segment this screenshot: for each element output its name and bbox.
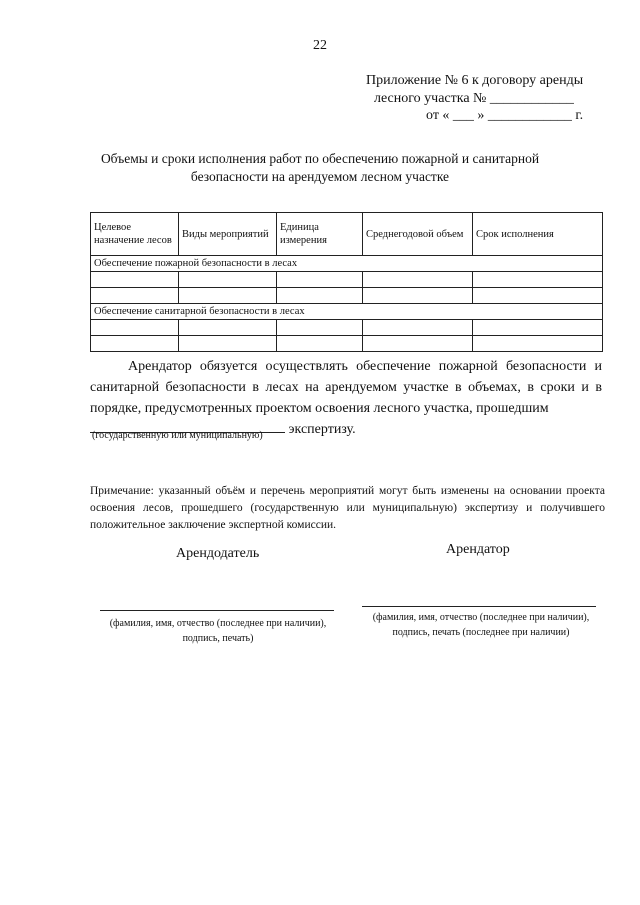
lessee-signature-line — [362, 606, 596, 607]
table-header-row — [91, 213, 603, 256]
expertise-type-caption: (государственную или муниципальную) — [92, 430, 263, 441]
lessee-signature-caption: (фамилия, имя, отчество (последнее при наличии), подпись, печать (последнее при наличии) — [372, 612, 590, 638]
document-title: Объемы и сроки исполнения работ по обеспечению пожарной и санитарной безопасности на арендуемом лесном участке — [100, 151, 540, 184]
obligation-text: Арендатор обязуется осуществлять обеспечение пожарной безопасности и санитарной безопасности в лесах на арендуемом участке в объемах, в сроки и в порядке, предусмотренных проектом освоения лесного участка, прошедшим — [90, 359, 602, 416]
table-row — [91, 288, 603, 304]
table-header-cell: Единица измерения — [277, 213, 363, 256]
lessor-signature-line — [100, 610, 334, 611]
table-header-cell: Виды мероприятий — [179, 213, 277, 256]
obligation-paragraph — [90, 356, 602, 440]
table-row — [91, 272, 603, 288]
section-fire-safety: Обеспечение пожарной безопасности в лесах — [91, 256, 603, 272]
table-header-cell: Целевое назначение лесов — [91, 213, 179, 256]
obligation-text-end: экспертизу. — [288, 422, 356, 437]
works-table — [90, 212, 603, 352]
table-section-row — [91, 304, 603, 320]
table-header-cell: Срок исполнения — [473, 213, 603, 256]
table-row — [91, 320, 603, 336]
lessor-label: Арендодатель — [176, 546, 260, 561]
appendix-header-line1: Приложение № 6 к договору аренды — [366, 73, 584, 88]
lessor-signature-caption: (фамилия, имя, отчество (последнее при наличии), подпись, печать) — [109, 618, 327, 644]
note-text: Примечание: указанный объём и перечень мероприятий могут быть изменены на основании проекта освоения лесов, прошедшего (государственную или муниципальную) экспертизу и получившего положительное заключение экспертной комиссии. — [90, 485, 605, 531]
section-sanitary-safety: Обеспечение санитарной безопасности в лесах — [91, 304, 603, 320]
table-header-cell: Среднегодовой объем — [363, 213, 473, 256]
table-row — [91, 336, 603, 352]
appendix-header-line3: от « ___ » ____________ г. — [426, 108, 584, 123]
lessee-label: Арендатор — [446, 542, 510, 557]
appendix-header-line2: лесного участка № ____________ — [374, 91, 574, 106]
table-section-row — [91, 256, 603, 272]
page-number: 22 — [313, 38, 327, 53]
